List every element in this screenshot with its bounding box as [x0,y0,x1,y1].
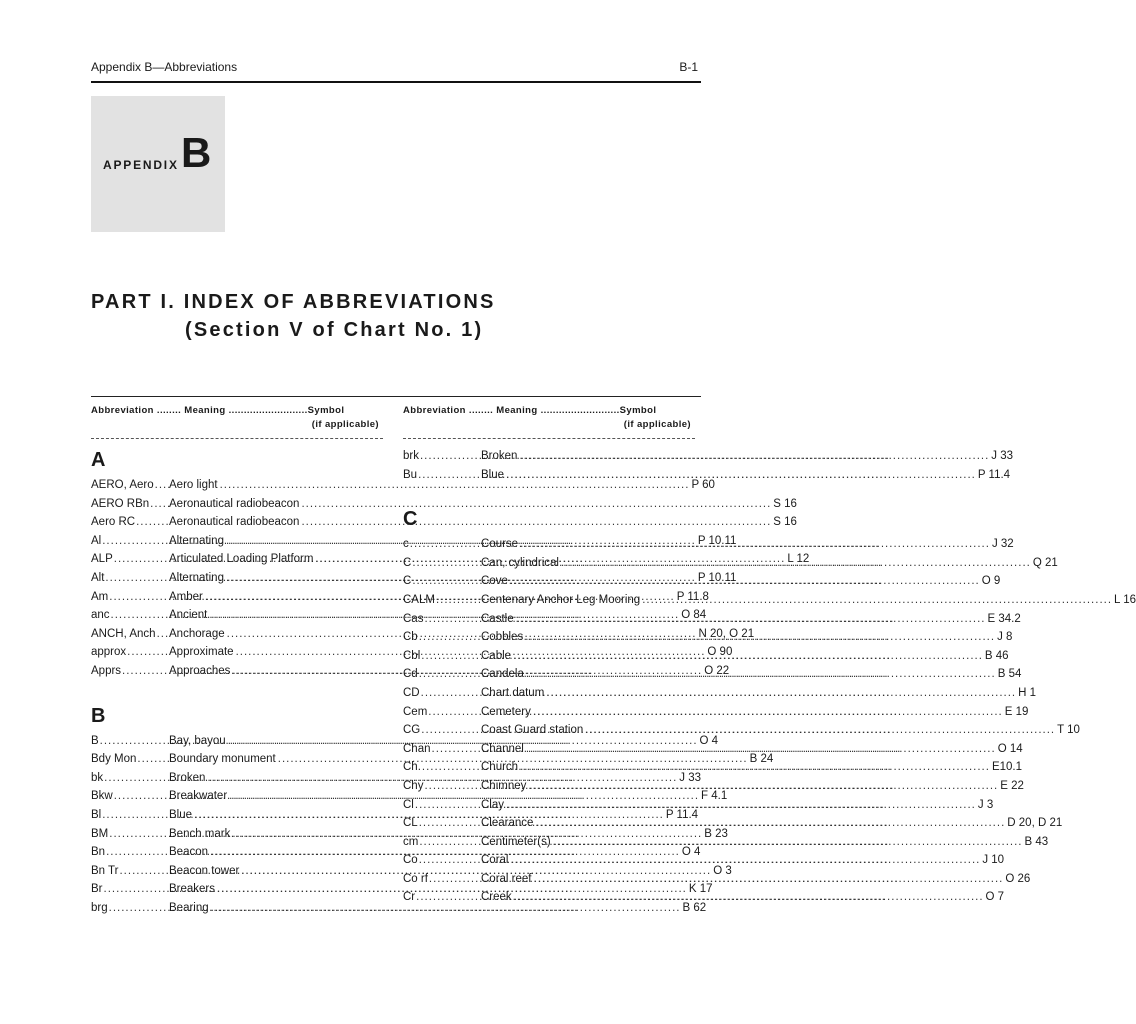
entry-meaning: Chart datum [481,686,545,699]
entry-abbreviation: c [403,538,409,551]
entry-meaning-cell [481,721,1055,740]
leader-dots [534,870,1004,889]
entry-abbreviation: Cem [403,705,428,718]
leader-dots [519,447,989,466]
entry-meaning-cell [481,665,996,684]
entry-abbreviation: Co rf [403,872,428,885]
entry-abbreviation-cell [91,625,169,644]
entry-meaning: Course [481,538,519,551]
section-rule [91,396,701,397]
entry-meaning: Chimney [481,779,527,792]
entry-meaning-cell [481,888,984,907]
leader-dots [585,721,1055,740]
entry-abbreviation-cell [403,572,481,591]
entry-meaning-cell [481,740,996,759]
entry-meaning: Centenary Anchor Leg Mooring [481,593,641,606]
entry-meaning-cell [481,591,1112,610]
entry-meaning: Anchorage [169,627,225,640]
entry-abbreviation-cell [403,833,481,852]
entry-abbreviation: Cl [403,798,414,811]
entry-symbol: P 11.4 [977,468,1011,481]
leader-dots [514,888,984,907]
entry-symbol: J 33 [679,771,702,784]
entry-symbol: O 84 [681,609,707,622]
entry-symbol: N 20, O 21 [698,627,755,640]
section-letter: A [91,449,106,471]
leader-dots [155,476,169,495]
entry-meaning: Alternating [169,534,224,547]
entry-meaning: Bench mark [169,827,231,840]
entry-abbreviation-cell [403,610,481,629]
entry-abbreviation-cell [403,665,481,684]
entry-symbol: F 4.1 [701,790,728,803]
entry-abbreviation: Apprs [91,664,122,677]
entry-meaning-cell [481,572,980,591]
leader-dots [127,643,169,662]
entry-symbol: E 34.2 [987,612,1021,625]
entry-meaning-cell [481,684,1016,703]
entry-meaning-cell [481,703,1003,722]
entry-abbreviation: Cbl [403,649,421,662]
entry-meaning-cell [481,610,985,629]
entry-abbreviation-cell [403,740,481,759]
entry-symbol: O 4 [699,734,719,747]
entry-abbreviation-cell [91,476,169,495]
entry-symbol: B 23 [704,827,728,840]
entry-abbreviation-cell [91,843,169,862]
leader-dots [510,572,980,591]
entry-meaning: Broken [481,450,518,462]
entry-symbol: Q 21 [1032,556,1058,569]
entry-abbreviation-cell [403,466,481,485]
index-entry [403,591,1136,610]
entry-abbreviation-cell [91,806,169,825]
entry-symbol: P 11.8 [676,590,709,603]
entry-meaning: Clearance [481,817,534,830]
entry-symbol: E10.1 [991,761,1022,774]
entry-abbreviation: Alt [91,571,105,584]
entry-abbreviation-cell [91,862,169,881]
index-entry [91,476,715,495]
entry-meaning: Amber [169,590,203,603]
entry-abbreviation: Cb [403,631,418,644]
entry-abbreviation-cell [403,870,481,889]
index-entry [403,703,1029,722]
leader-dots [526,740,996,759]
entry-abbreviation: AERO RBn [91,497,150,510]
entry-abbreviation: Cd [403,668,418,681]
entry-abbreviation-cell [91,606,169,625]
entry-abbreviation: Am [91,590,109,603]
entry-symbol: J 10 [982,854,1005,867]
entry-meaning: Aeronautical radiobeacon [169,516,300,529]
leader-dots [533,703,1003,722]
entry-abbreviation-cell [91,825,169,844]
leader-dots [561,554,1031,573]
entry-abbreviation: AERO, Aero [91,479,154,491]
entry-symbol: P 11.4 [665,808,699,821]
entry-abbreviation-cell [91,880,169,899]
entry-symbol: J 32 [991,538,1014,551]
entry-meaning: Ancient [169,609,208,622]
entry-abbreviation-cell [403,777,481,796]
entry-symbol: B 46 [984,649,1009,662]
entry-abbreviation-cell [403,814,481,833]
column-header-rule [91,438,383,439]
index-entry [91,513,797,532]
entry-abbreviation-cell [91,569,169,588]
entry-abbreviation-cell [403,628,481,647]
entry-symbol: K 17 [688,883,713,896]
entry-abbreviation-cell [91,588,169,607]
part-title-line1: PART I. INDEX OF ABBREVIATIONS [91,291,496,313]
entry-abbreviation: CD [403,686,420,699]
entry-abbreviation: approx [91,646,127,659]
entry-abbreviation: Aero RC [91,516,136,529]
entry-symbol: O 7 [985,891,1005,904]
entry-abbreviation: Bl [91,808,102,821]
entry-abbreviation-cell [403,554,481,573]
leader-dots [436,591,481,610]
entry-abbreviation-cell [403,447,481,466]
section-letter: C [403,508,418,531]
entry-meaning: Blue [481,468,505,481]
leader-dots [535,814,1005,833]
entry-meaning: Creek [481,891,512,904]
entry-abbreviation-cell [91,750,169,769]
entry-abbreviation: Chan [403,742,431,755]
leader-dots [513,647,983,666]
entry-abbreviation-cell [403,684,481,703]
index-entry [403,684,1037,703]
entry-meaning: Broken [169,771,206,784]
leader-dots [553,833,1023,852]
index-entry [91,899,707,918]
entry-meaning: Clay [481,798,505,811]
leader-dots [516,610,986,629]
entry-abbreviation: ANCH, Anch [91,627,156,640]
entry-meaning: Can, cylindrical [481,556,559,569]
entry-abbreviation-cell [91,495,169,514]
leader-dots [546,684,1016,703]
entry-abbreviation-cell [91,532,169,551]
entry-abbreviation: BM [91,827,109,840]
entry-meaning: Blue [169,808,193,821]
entry-symbol: B 24 [749,753,774,766]
entry-abbreviation: anc [91,609,110,622]
entry-abbreviation: Chy [403,779,424,792]
entry-meaning-cell [481,554,1031,573]
entry-meaning: Approximate [169,646,234,659]
entry-abbreviation-cell [403,888,481,907]
entry-symbol: P 10.11 [697,571,737,584]
entry-abbreviation: Al [91,534,102,547]
entry-symbol: B 43 [1024,835,1049,848]
entry-meaning: Articulated Loading Platform [169,553,314,566]
entry-meaning: Aero light [169,479,218,491]
entry-meaning-cell [481,447,989,466]
index-entry [403,447,1014,466]
entry-abbreviation: CG [403,724,421,737]
section-gap [91,681,383,701]
entry-abbreviation-cell [403,703,481,722]
entry-meaning-cell [481,777,998,796]
entry-meaning-cell [481,466,976,485]
entry-meaning-cell [481,535,990,554]
entry-symbol: L 16 [1114,593,1136,606]
leader-dots [642,591,1112,610]
part-title [91,288,496,344]
entry-abbreviation-cell [403,851,481,870]
leader-dots [137,750,169,769]
entry-meaning-cell [481,758,990,777]
entry-abbreviation-cell [403,535,481,554]
entry-meaning: Coast Guard station [481,724,584,737]
entry-abbreviation: Ch. [403,761,421,774]
entry-symbol: O 22 [704,664,730,677]
entry-symbol: O 9 [981,575,1001,588]
leader-dots [506,796,976,815]
entry-symbol: J 3 [977,798,994,811]
entry-meaning-cell [481,833,1023,852]
entry-abbreviation: ALP [91,553,113,566]
entry-abbreviation: CALM [403,593,435,606]
header-rule [91,81,701,83]
entry-abbreviation-cell [91,550,169,569]
index-entry [403,721,1080,740]
entry-abbreviation: Bn [91,846,106,859]
column-header [91,403,383,431]
entry-abbreviation: Bn Tr [91,864,119,877]
entry-symbol: T 10 [1057,724,1080,737]
appendix-word: APPENDIX [103,158,179,172]
running-head-title: Appendix B—Abbreviations [91,60,238,74]
entry-abbreviation-cell [403,721,481,740]
page-number: B-1 [679,60,698,74]
entry-abbreviation: Co [403,854,418,867]
entry-abbreviation: B [91,734,99,747]
section-letter: B [91,704,106,727]
entry-symbol: E 19 [1004,705,1029,718]
entry-symbol: O 3 [713,864,732,877]
entry-abbreviation-cell [403,758,481,777]
leader-dots [526,665,996,684]
entry-meaning: Aeronautical radiobeacon [169,497,300,510]
entry-abbreviation: brg [91,901,108,914]
part-title-line2: (Section V of Chart No. 1) [185,319,484,341]
entry-meaning: Approaches [169,664,231,677]
entry-meaning-cell [481,851,980,870]
entry-abbreviation-cell [91,513,169,532]
entry-symbol: J 8 [997,631,1013,644]
leader-dots [157,625,169,644]
entry-symbol: J 33 [991,450,1014,462]
entry-meaning: Cove [481,575,508,588]
entry-abbreviation: cm [403,835,419,848]
entry-symbol: B 62 [682,901,707,914]
entry-abbreviation: Cr [403,891,416,904]
column-header-line2: (if applicable) [311,419,379,430]
entry-meaning: Bearing [169,901,209,914]
entry-meaning: Cable [481,649,512,662]
leader-dots [136,513,169,532]
index-entry [91,495,797,514]
entry-symbol: S 16 [773,516,797,529]
entry-symbol: E 22 [1000,779,1024,792]
leader-dots [525,628,995,647]
entry-symbol: P 10.11 [697,534,737,547]
leader-dots [150,495,169,514]
entry-abbreviation-cell [403,647,481,666]
entry-abbreviation-cell [91,643,169,662]
entry-symbol: O 14 [997,742,1023,755]
entry-meaning: Candela [481,668,524,681]
leader-dots [510,851,980,870]
entry-symbol: O 26 [1005,872,1031,885]
entry-abbreviation: Br [91,883,103,896]
appendix-letter: B [181,129,212,176]
leader-dots [528,777,998,796]
leader-dots [506,466,976,485]
entry-symbol: L 12 [787,553,810,566]
column-header-line1: Abbreviation ........ Meaning ..........................Symbol [91,405,345,416]
entry-meaning-cell [481,628,995,647]
entry-meaning: Channel [481,742,524,755]
column-header-line1: Abbreviation ........ Meaning ..........................Symbol [403,405,657,416]
entry-symbol: O 4 [681,846,701,859]
entry-meaning: Coral reef [481,872,532,885]
entry-meaning-cell [481,796,976,815]
entry-meaning-cell [481,870,1003,889]
entry-abbreviation: Bu [403,468,418,481]
column-header-line2: (if applicable) [623,419,691,430]
entry-abbreviation: Bdy Mon [91,753,137,766]
entry-abbreviation-cell [91,769,169,788]
leader-dots [520,535,990,554]
section-gap [403,484,695,504]
column-header-rule [403,438,695,439]
entry-abbreviation-cell [91,787,169,806]
leader-dots [520,758,990,777]
entry-meaning: Breakwater [169,790,228,803]
entry-abbreviation: Bkw [91,790,113,803]
entry-symbol: H 1 [1018,686,1037,699]
entry-abbreviation: C [403,575,412,588]
entry-meaning: Cemetery [481,705,531,718]
entry-meaning: Boundary monument [169,753,276,766]
entry-meaning-cell [481,814,1005,833]
entry-symbol: D 20, D 21 [1007,817,1063,830]
entry-meaning-cell [481,647,983,666]
entry-meaning: Beacon [169,846,209,859]
entry-meaning: Cobbles [481,631,524,644]
entry-meaning: Coral [481,854,509,867]
entry-meaning: Centimeter(s) [481,835,551,848]
entry-abbreviation: CL [403,817,418,830]
entry-abbreviation-cell [91,732,169,751]
entry-abbreviation: brk [403,450,419,462]
entry-abbreviation: bk [91,771,104,784]
entry-abbreviation-cell [91,899,169,918]
entry-meaning: Bay, bayou [169,734,226,747]
entry-abbreviation: Cas [403,612,424,625]
entry-meaning: Church [481,761,519,774]
entry-abbreviation-cell [403,796,481,815]
entry-abbreviation: C [403,556,412,569]
entry-symbol: P 60 [691,479,715,491]
column-header [403,403,695,431]
entry-symbol: B 54 [997,668,1022,681]
entry-meaning: Alternating [169,571,224,584]
entry-abbreviation-cell [91,662,169,681]
entry-abbreviation-cell [403,591,481,610]
entry-meaning: Breakers [169,883,216,896]
entry-meaning: Castle [481,612,514,625]
entry-meaning: Beacon tower [169,864,240,877]
entry-symbol: O 90 [707,646,733,659]
appendix-box [91,96,225,232]
entry-symbol: S 16 [773,497,797,510]
